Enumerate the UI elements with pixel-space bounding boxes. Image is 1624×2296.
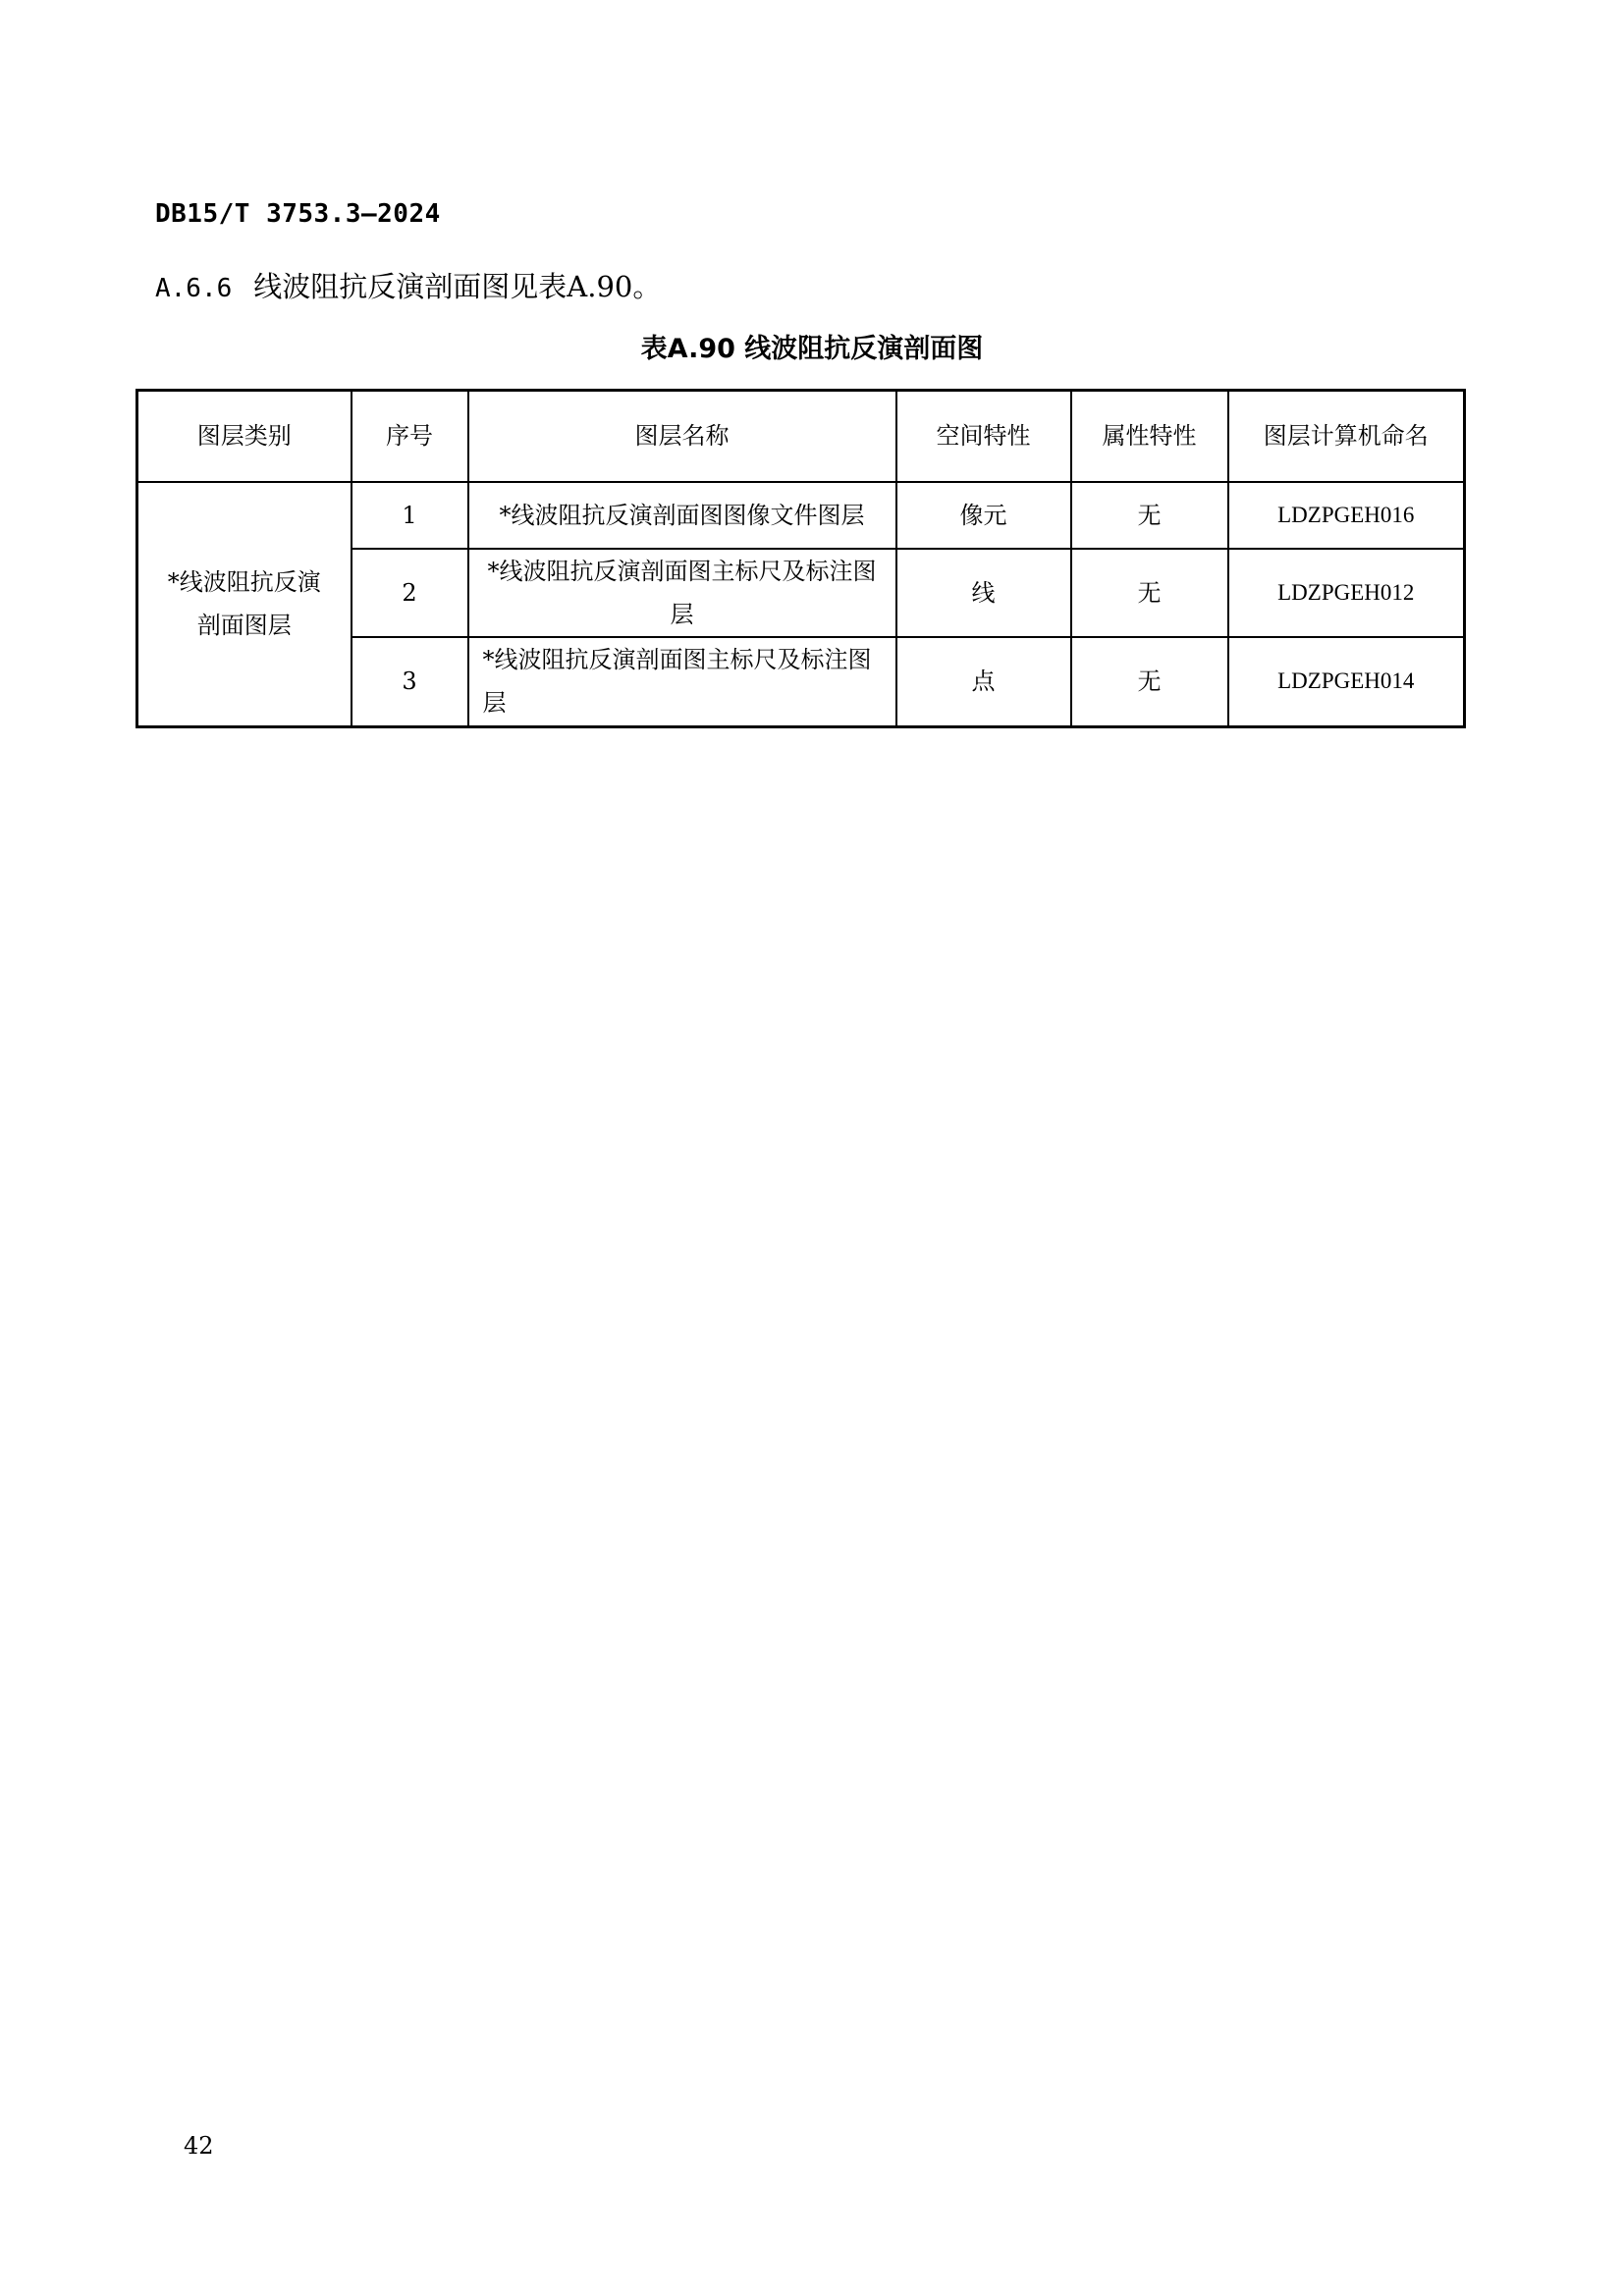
layer-table	[135, 389, 1466, 728]
table-header-row	[137, 391, 1465, 482]
code-cell: LDZPGEH016	[1228, 482, 1465, 549]
column-header-attribute: 属性特性	[1071, 391, 1228, 482]
spatial-cell: 像元	[896, 482, 1071, 549]
column-header-category: 图层类别	[137, 391, 352, 482]
column-header-name: 图层名称	[468, 391, 896, 482]
seq-cell: 2	[352, 549, 468, 637]
code-cell: LDZPGEH014	[1228, 637, 1465, 727]
clause-number: A.6.6	[155, 274, 233, 303]
column-header-seq: 序号	[352, 391, 468, 482]
column-header-spatial: 空间特性	[896, 391, 1071, 482]
layer-name-cell: *线波阻抗反演剖面图图像文件图层	[468, 482, 896, 549]
column-header-code: 图层计算机命名	[1228, 391, 1465, 482]
seq-cell: 3	[352, 637, 468, 727]
table-row	[137, 482, 1465, 549]
clause-text: 线波阻抗反演剖面图见表A.90。	[253, 270, 662, 303]
code-cell: LDZPGEH012	[1228, 549, 1465, 637]
standard-code-header: DB15/T 3753.3—2024	[155, 199, 441, 229]
seq-cell: 1	[352, 482, 468, 549]
attribute-cell: 无	[1071, 482, 1228, 549]
spatial-cell: 线	[896, 549, 1071, 637]
spatial-cell: 点	[896, 637, 1071, 727]
layer-name-cell: *线波阻抗反演剖面图主标尺及标注图层	[468, 637, 896, 727]
clause-paragraph	[155, 267, 661, 308]
table-title: 表A.90 线波阻抗反演剖面图	[640, 334, 984, 364]
attribute-cell: 无	[1071, 549, 1228, 637]
category-cell: *线波阻抗反演剖面图层	[137, 482, 352, 727]
attribute-cell: 无	[1071, 637, 1228, 727]
page-number: 42	[184, 2132, 214, 2160]
layer-name-cell: *线波阻抗反演剖面图主标尺及标注图层	[468, 549, 896, 637]
